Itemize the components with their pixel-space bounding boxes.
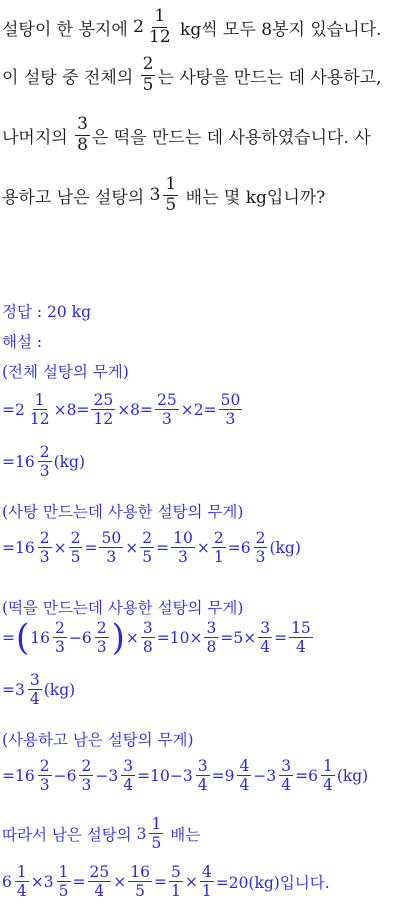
paren: ( bbox=[16, 616, 30, 659]
fraction bbox=[204, 620, 218, 656]
step2-title bbox=[2, 500, 243, 522]
fraction-numerator: 16 bbox=[130, 863, 150, 881]
text-segment: − bbox=[253, 766, 267, 785]
fraction-numerator: 3 bbox=[281, 757, 292, 775]
text-segment: = bbox=[156, 538, 170, 557]
question-line-4 bbox=[2, 176, 325, 215]
fraction-numerator: 5 bbox=[170, 863, 181, 881]
fraction-denominator: 4 bbox=[295, 638, 306, 657]
fraction-denominator: 4 bbox=[322, 776, 333, 795]
fraction-denominator: 3 bbox=[96, 638, 107, 657]
text-segment: (떡을 만드는데 사용한 설탕의 무게) bbox=[2, 599, 244, 617]
fraction bbox=[38, 530, 52, 566]
fraction-numerator: 25 bbox=[157, 391, 177, 409]
fraction-whole: 16 bbox=[15, 766, 35, 785]
text-segment: × bbox=[125, 628, 139, 647]
fraction-numerator: 1 bbox=[16, 863, 27, 881]
text-segment: (kg) bbox=[336, 766, 369, 785]
fraction-denominator: 4 bbox=[281, 776, 292, 795]
fraction bbox=[289, 620, 313, 656]
text-segment: = bbox=[2, 628, 15, 647]
text-segment: × bbox=[113, 872, 127, 891]
fraction-numerator: 50 bbox=[220, 391, 241, 409]
fraction-denominator: 3 bbox=[39, 462, 50, 481]
text-segment: (사용하고 남은 설탕의 무게) bbox=[2, 731, 194, 749]
fraction-denominator: 8 bbox=[206, 638, 217, 657]
fraction-numerator: 1 bbox=[58, 863, 69, 881]
text-segment: = bbox=[227, 538, 241, 557]
text-segment: 해설 : bbox=[2, 333, 43, 351]
fraction-denominator: 3 bbox=[225, 410, 236, 429]
fraction-numerator: 3 bbox=[142, 619, 153, 637]
fraction bbox=[321, 758, 335, 794]
text-segment: =10− bbox=[137, 766, 183, 785]
fraction bbox=[200, 864, 214, 900]
fraction bbox=[254, 530, 268, 566]
fraction-numerator: 1 bbox=[34, 391, 45, 409]
fraction-numerator: 2 bbox=[213, 529, 224, 547]
text-segment: 배는 몇 kg입니까? bbox=[180, 187, 326, 208]
final-equation bbox=[2, 864, 330, 900]
text-segment: = bbox=[2, 680, 15, 699]
conclusion-line bbox=[2, 816, 200, 852]
text-segment: − bbox=[53, 766, 67, 785]
text-segment: − bbox=[68, 628, 82, 647]
fraction bbox=[237, 758, 251, 794]
fraction-whole: 6 bbox=[2, 872, 12, 891]
fraction bbox=[171, 530, 195, 566]
fraction bbox=[149, 816, 163, 852]
text-segment: = bbox=[153, 872, 167, 891]
fraction-denominator: 3 bbox=[39, 548, 50, 567]
fraction bbox=[69, 530, 83, 566]
fraction-numerator: 2 bbox=[81, 757, 92, 775]
fraction bbox=[121, 758, 135, 794]
fraction-numerator: 2 bbox=[142, 529, 153, 547]
fraction bbox=[128, 864, 152, 900]
text-segment: = bbox=[2, 400, 15, 419]
fraction-denominator: 3 bbox=[106, 548, 117, 567]
text-segment: × bbox=[125, 538, 139, 557]
fraction-numerator: 2 bbox=[39, 757, 50, 775]
text-segment: (kg) bbox=[53, 452, 86, 471]
fraction bbox=[163, 176, 178, 215]
fraction-whole: 6 bbox=[308, 766, 318, 785]
text-segment: = bbox=[274, 628, 288, 647]
fraction bbox=[196, 758, 210, 794]
step1-equation bbox=[2, 392, 244, 428]
fraction-numerator: 50 bbox=[101, 529, 122, 547]
text-segment: 는 사탕을 만드는 데 사용하고, bbox=[157, 67, 382, 88]
fraction bbox=[219, 392, 243, 428]
fraction-numerator: 3 bbox=[206, 619, 217, 637]
fraction-whole: 2 bbox=[133, 17, 144, 38]
fraction-denominator: 3 bbox=[55, 638, 65, 657]
question-line-3 bbox=[2, 116, 371, 155]
fraction bbox=[88, 864, 112, 900]
fraction-denominator: 5 bbox=[165, 194, 177, 215]
fraction-denominator: 12 bbox=[93, 410, 114, 429]
fraction-numerator: 25 bbox=[89, 863, 110, 881]
text-segment: 나머지의 bbox=[2, 127, 74, 148]
text-segment: 따라서 남은 설탕의 bbox=[2, 825, 137, 844]
fraction bbox=[141, 620, 155, 656]
fraction bbox=[15, 864, 29, 900]
fraction-denominator: 5 bbox=[135, 882, 146, 901]
fraction-denominator: 1 bbox=[213, 548, 224, 567]
step4-equation bbox=[2, 758, 368, 794]
fraction bbox=[279, 758, 293, 794]
fraction bbox=[53, 620, 67, 656]
fraction-whole: 9 bbox=[224, 766, 235, 785]
fraction-denominator: 4 bbox=[197, 776, 208, 795]
fraction-denominator: 1 bbox=[170, 882, 181, 901]
fraction-denominator: 3 bbox=[161, 410, 172, 429]
step4-title bbox=[2, 728, 194, 750]
step3-result bbox=[2, 672, 75, 708]
fraction-whole: 3 bbox=[136, 824, 147, 843]
fraction-numerator: 25 bbox=[93, 391, 114, 409]
fraction-numerator: 4 bbox=[201, 863, 212, 881]
text-segment: × bbox=[53, 538, 67, 557]
fraction-denominator: 3 bbox=[81, 776, 92, 795]
fraction-numerator: 2 bbox=[39, 443, 50, 461]
text-segment: =5× bbox=[220, 628, 257, 647]
fraction bbox=[212, 530, 226, 566]
fraction-whole: 3 bbox=[182, 766, 193, 785]
text-segment: 정답 : 20 kg bbox=[2, 303, 91, 321]
fraction-numerator: 2 bbox=[39, 529, 50, 547]
fraction-denominator: 5 bbox=[142, 74, 154, 95]
fraction-numerator: 2 bbox=[142, 54, 154, 74]
fraction bbox=[57, 864, 71, 900]
fraction-whole: 3 bbox=[266, 766, 277, 785]
fraction-numerator: 3 bbox=[197, 757, 208, 775]
text-segment: (사탕 만드는데 사용한 설탕의 무게) bbox=[2, 503, 244, 521]
fraction-numerator: 3 bbox=[260, 619, 271, 637]
fraction-whole: 6 bbox=[66, 766, 77, 785]
step1-result bbox=[2, 444, 85, 480]
fraction bbox=[79, 758, 93, 794]
fraction-whole: 16 bbox=[15, 538, 35, 557]
fraction-numerator: 2 bbox=[70, 529, 81, 547]
fraction bbox=[258, 620, 272, 656]
fraction-whole: 16 bbox=[15, 452, 35, 471]
text-segment: = bbox=[84, 538, 98, 557]
fraction bbox=[28, 672, 42, 708]
fraction-denominator: 4 bbox=[29, 690, 40, 709]
text-segment: ×8= bbox=[117, 400, 154, 419]
text-segment: (kg) bbox=[43, 680, 76, 699]
question-line-2 bbox=[2, 56, 382, 95]
text-segment: kg씩 모두 8봉지 있습니다. bbox=[174, 19, 382, 40]
fraction-numerator: 15 bbox=[291, 619, 311, 637]
fraction-denominator: 4 bbox=[16, 882, 27, 901]
fraction-denominator: 4 bbox=[260, 638, 271, 657]
fraction bbox=[140, 530, 154, 566]
fraction bbox=[147, 8, 173, 47]
text-segment: = bbox=[2, 452, 15, 471]
question-line-1 bbox=[2, 8, 381, 47]
step1-title bbox=[2, 360, 129, 382]
text-segment: (kg) bbox=[269, 538, 301, 557]
fraction bbox=[155, 392, 179, 428]
text-segment: (전체 설탕의 무게) bbox=[2, 363, 129, 381]
fraction-numerator: 2 bbox=[96, 619, 107, 637]
fraction bbox=[75, 116, 90, 155]
fraction-whole: 16 bbox=[30, 628, 50, 647]
text-segment: × bbox=[196, 538, 210, 557]
text-segment: = bbox=[2, 766, 15, 785]
text-segment: 이 설탕 중 전체의 bbox=[2, 67, 139, 88]
fraction-whole: 6 bbox=[81, 628, 92, 647]
fraction-denominator: 4 bbox=[94, 882, 105, 901]
text-segment: × bbox=[30, 872, 44, 891]
text-segment: 용하고 남은 설탕의 bbox=[2, 187, 150, 208]
fraction bbox=[38, 758, 52, 794]
fraction-denominator: 8 bbox=[77, 134, 88, 155]
fraction-numerator: 2 bbox=[255, 529, 266, 547]
step3-title bbox=[2, 596, 243, 618]
fraction bbox=[95, 620, 109, 656]
fraction-denominator: 3 bbox=[178, 548, 188, 567]
fraction-whole: 3 bbox=[15, 680, 25, 699]
fraction-denominator: 4 bbox=[239, 776, 250, 795]
fraction-numerator: 3 bbox=[77, 114, 88, 134]
fraction-numerator: 1 bbox=[151, 815, 162, 833]
fraction-whole: 6 bbox=[240, 538, 251, 557]
fraction-denominator: 5 bbox=[58, 882, 69, 901]
answer-line bbox=[2, 300, 91, 322]
fraction-denominator: 5 bbox=[142, 548, 153, 567]
fraction-numerator: 4 bbox=[239, 757, 250, 775]
fraction-denominator: 12 bbox=[29, 410, 50, 429]
step2-equation bbox=[2, 530, 301, 566]
explanation-label bbox=[2, 330, 42, 352]
text-segment: =20(kg)입니다. bbox=[215, 873, 330, 892]
text-segment: 은 떡을 만드는 데 사용하였습니다. 사 bbox=[91, 127, 371, 148]
text-segment: − bbox=[95, 766, 109, 785]
text-segment: 설탕이 한 봉지에 bbox=[2, 19, 134, 40]
fraction bbox=[38, 444, 52, 480]
text-segment: = bbox=[295, 766, 309, 785]
fraction-whole: 2 bbox=[15, 400, 25, 419]
fraction-numerator: 3 bbox=[29, 671, 40, 689]
fraction-denominator: 5 bbox=[151, 834, 162, 853]
fraction-denominator: 3 bbox=[255, 548, 266, 567]
fraction-denominator: 5 bbox=[70, 548, 81, 567]
text-segment: ×8= bbox=[53, 400, 90, 419]
fraction-numerator: 1 bbox=[165, 174, 177, 194]
fraction-denominator: 8 bbox=[142, 638, 153, 657]
fraction-denominator: 3 bbox=[39, 776, 50, 795]
fraction-numerator: 10 bbox=[173, 529, 193, 547]
fraction-numerator: 1 bbox=[154, 6, 166, 26]
fraction-whole: 3 bbox=[149, 185, 161, 206]
fraction-whole: 3 bbox=[108, 766, 119, 785]
paren: ) bbox=[111, 616, 125, 659]
fraction bbox=[28, 392, 52, 428]
text-segment: =10× bbox=[156, 628, 203, 647]
step3-equation bbox=[2, 616, 315, 659]
fraction-whole: 3 bbox=[43, 872, 54, 891]
text-segment: = bbox=[211, 766, 225, 785]
text-segment: = bbox=[72, 872, 86, 891]
fraction-denominator: 4 bbox=[123, 776, 134, 795]
fraction-numerator: 2 bbox=[55, 619, 65, 637]
fraction-numerator: 3 bbox=[123, 757, 134, 775]
text-segment: ×2= bbox=[180, 400, 217, 419]
fraction-denominator: 12 bbox=[149, 26, 171, 47]
fraction-denominator: 1 bbox=[201, 882, 212, 901]
fraction-numerator: 1 bbox=[322, 757, 333, 775]
text-segment: 배는 bbox=[165, 825, 201, 844]
text-segment: = bbox=[2, 538, 15, 557]
fraction bbox=[99, 530, 123, 566]
fraction bbox=[141, 56, 156, 95]
text-segment: × bbox=[184, 872, 198, 891]
fraction bbox=[91, 392, 115, 428]
fraction bbox=[169, 864, 183, 900]
